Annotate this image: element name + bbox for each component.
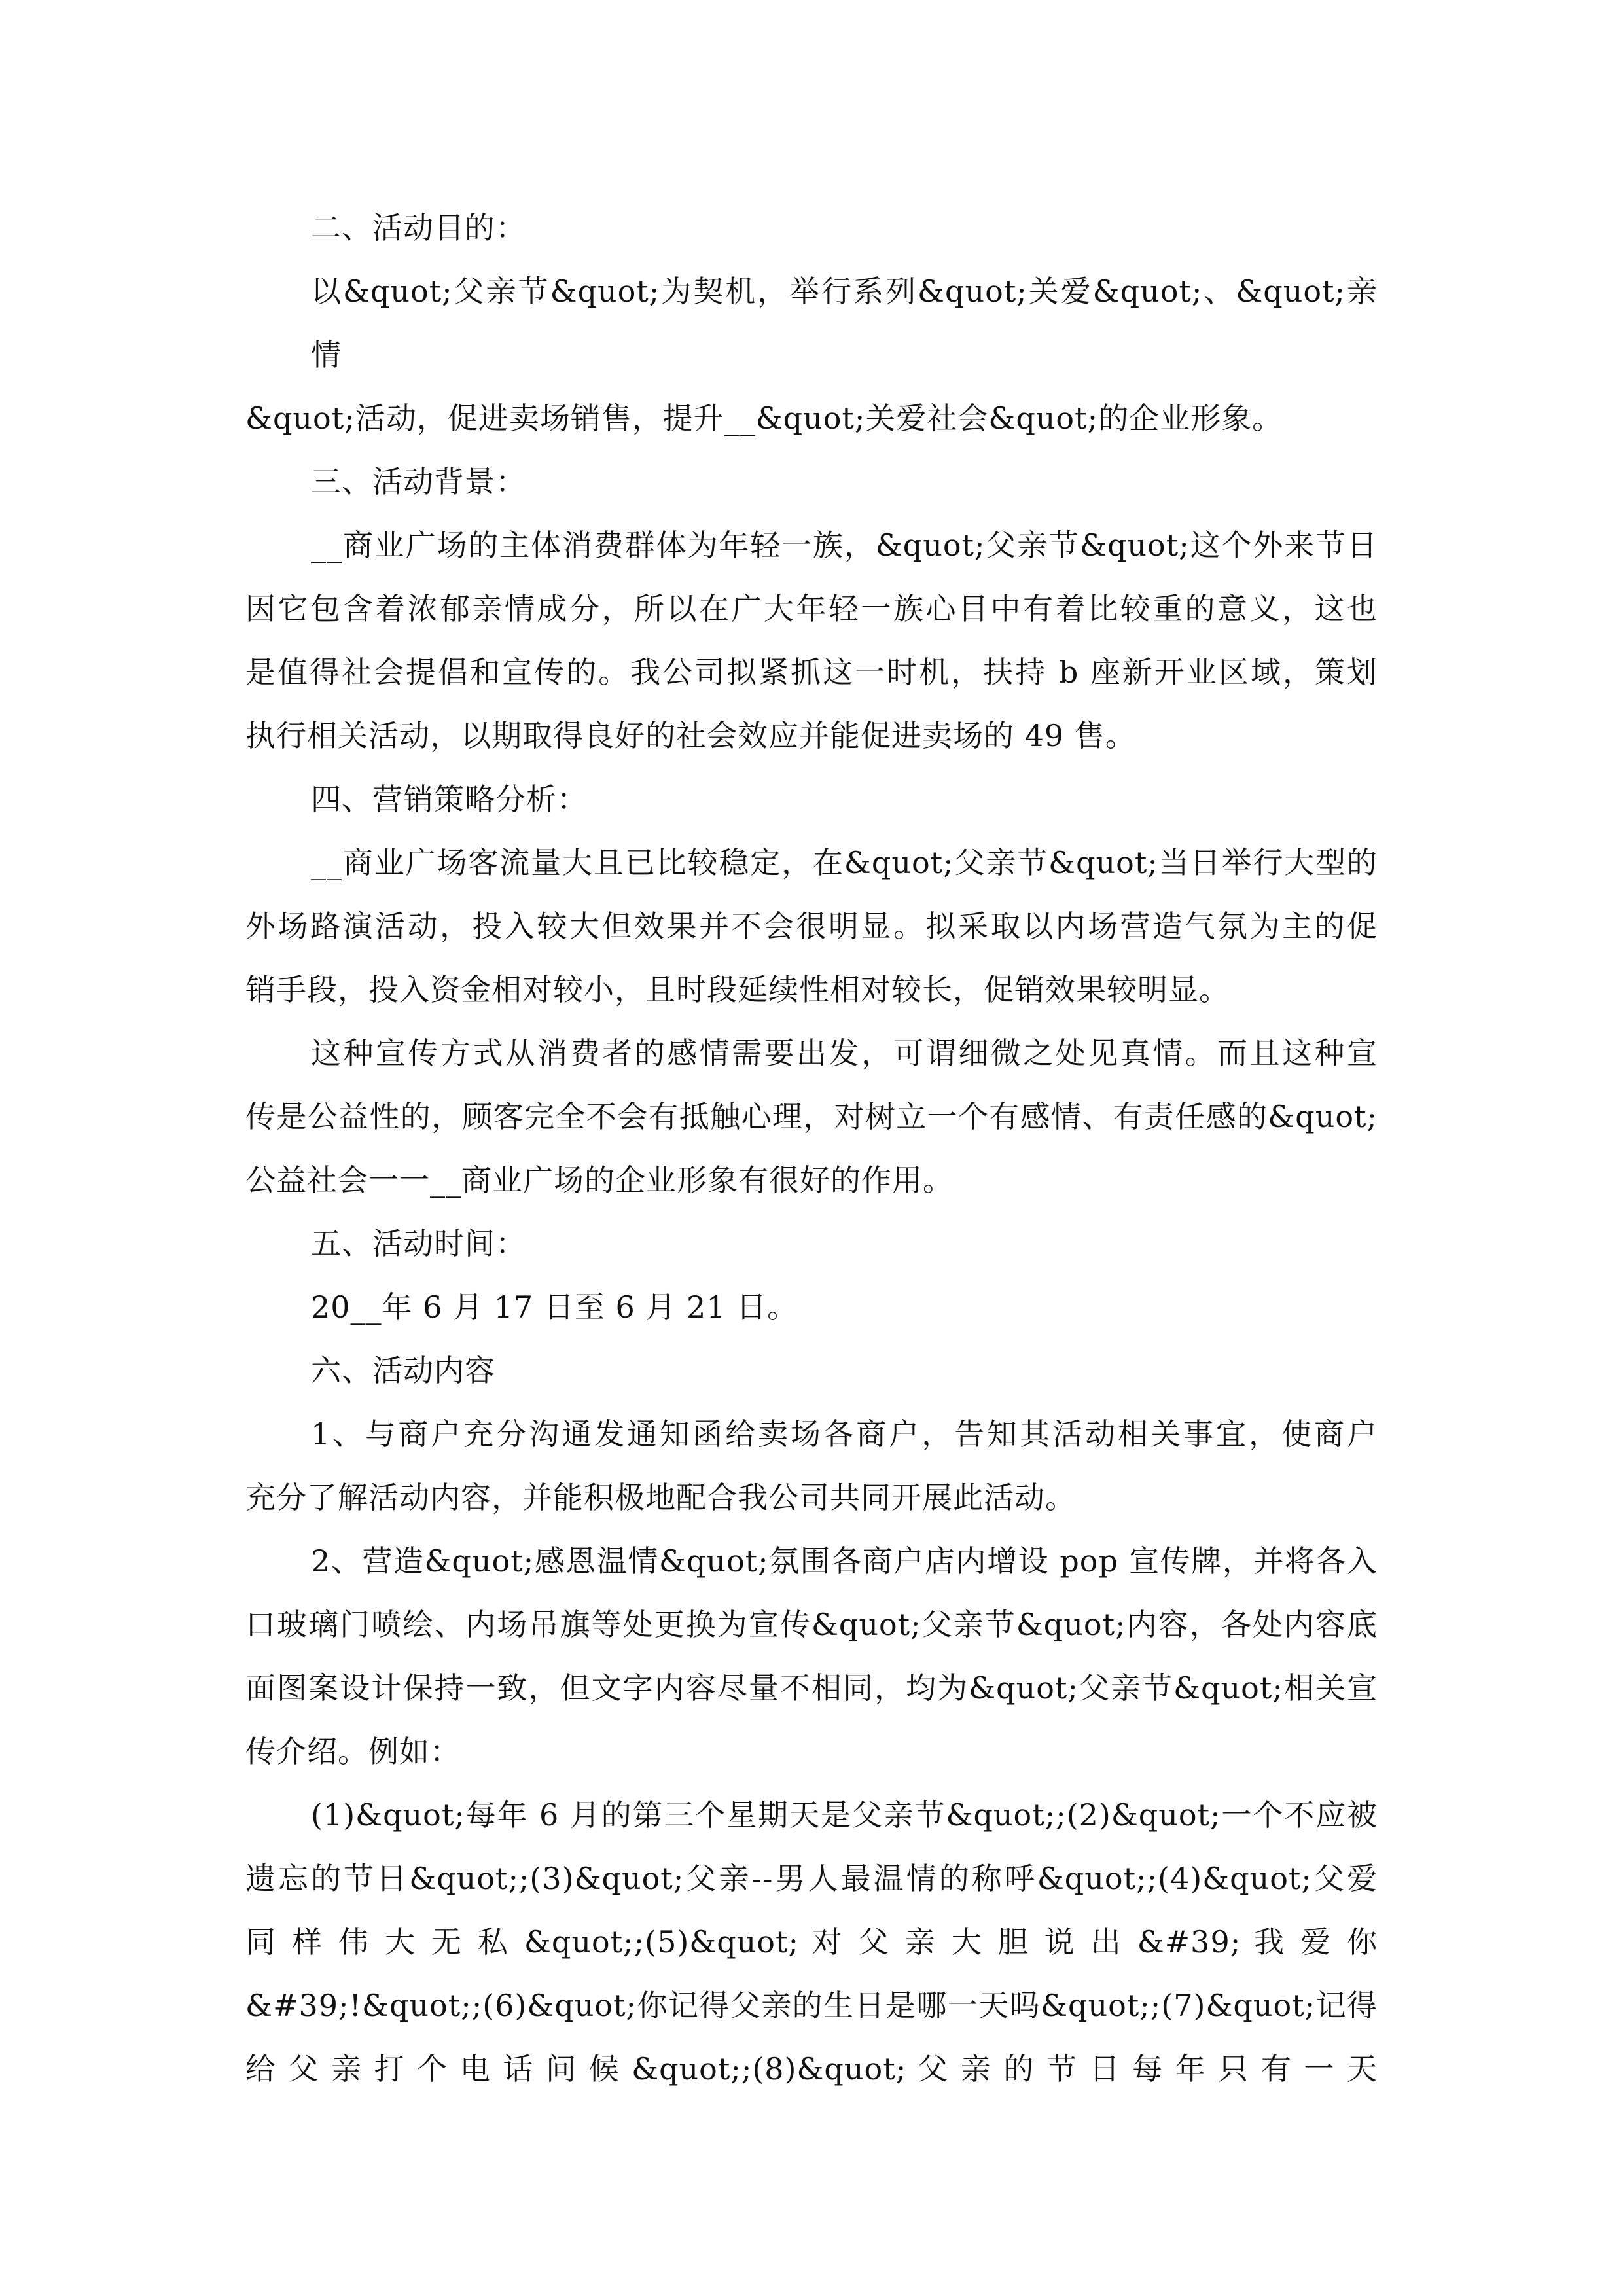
text-line: 六、活动内容 [311, 1353, 495, 1388]
text-line: 三、活动背景： [311, 464, 526, 499]
text-line: 外场路演活动，投入较大但效果并不会很明显。拟采取以内场营造气氛为主的促 [245, 908, 1378, 944]
text-line: 20__年 6 月 17 日至 6 月 21 日。 [311, 1289, 798, 1325]
text-line: __商业广场的主体消费群体为年轻一族，&quot;父亲节&quot;这个外来节日 [311, 528, 1378, 563]
text-line: 面图案设计保持一致，但文字内容尽量不相同，均为&quot;父亲节&quot;相关宣 [245, 1670, 1378, 1706]
text-line: 四、营销策略分析： [311, 781, 588, 817]
text-line: &quot;活动，促进卖场销售，提升__&quot;关爱社会&quot;的企业形象。 [245, 401, 1283, 436]
text-line: &#39;!&quot;;(6)&quot;你记得父亲的生日是哪一天吗&quot;;(7)&quot;记得 [245, 1988, 1378, 2023]
text-line: 是值得社会提倡和宣传的。我公司拟紧抓这一时机，扶持 b 座新开业区域，策划 [245, 655, 1378, 690]
text-line: 因它包含着浓郁亲情成分，所以在广大年轻一族心目中有着比较重的意义，这也 [245, 591, 1378, 626]
text-line: 同 样 伟 大 无 私 &quot;;(5)&quot; 对 父 亲 大 胆 说 出 &#39; 我 爱 你 [245, 1924, 1378, 1960]
text-line: 执行相关活动，以期取得良好的社会效应并能促进卖场的 49 售。 [245, 718, 1136, 753]
text-line: 传介绍。例如： [245, 1734, 461, 1769]
text-line: 二、活动目的： [311, 210, 526, 245]
text-line: 公益社会一一__商业广场的企业形象有很好的作用。 [245, 1162, 954, 1198]
text-line: __商业广场客流量大且已比较稳定，在&quot;父亲节&quot;当日举行大型的 [311, 845, 1378, 880]
text-line: 以&quot;父亲节&quot;为契机，举行系列&quot;关爱&quot;、&quot;亲情 [311, 274, 1378, 372]
text-line: 五、活动时间： [311, 1226, 526, 1261]
text-line: 口玻璃门喷绘、内场吊旗等处更换为宣传&quot;父亲节&quot;内容，各处内容底 [245, 1607, 1378, 1642]
text-line: 这种宣传方式从消费者的感情需要出发，可谓细微之处见真情。而且这种宣 [311, 1035, 1378, 1071]
document-body [245, 196, 1378, 2101]
text-line: 1、与商户充分沟通发通知函给卖场各商户，告知其活动相关事宜，使商户 [311, 1416, 1378, 1452]
text-line: 充分了解活动内容，并能积极地配合我公司共同开展此活动。 [245, 1480, 1076, 1515]
text-line: 2、营造&quot;感恩温情&quot;氛围各商户店内增设 pop 宣传牌，并将各入 [311, 1543, 1378, 1579]
text-line: (1)&quot;每年 6 月的第三个星期天是父亲节&quot;;(2)&quot;一个不应被 [311, 1797, 1378, 1833]
text-line: 遗忘的节日&quot;;(3)&quot;父亲--男人最温情的称呼&quot;;(4)&quot;父爱 [245, 1861, 1378, 1896]
text-line: 给 父 亲 打 个 电 话 问 候 &quot;;(8)&quot; 父 亲 的 节 日 每 年 只 有 一 天 [245, 2051, 1378, 2087]
text-line: 销手段，投入资金相对较小，且时段延续性相对较长，促销效果较明显。 [245, 972, 1230, 1007]
text-line: 传是公益性的，顾客完全不会有抵触心理，对树立一个有感情、有责任感的&quot; [245, 1099, 1378, 1134]
